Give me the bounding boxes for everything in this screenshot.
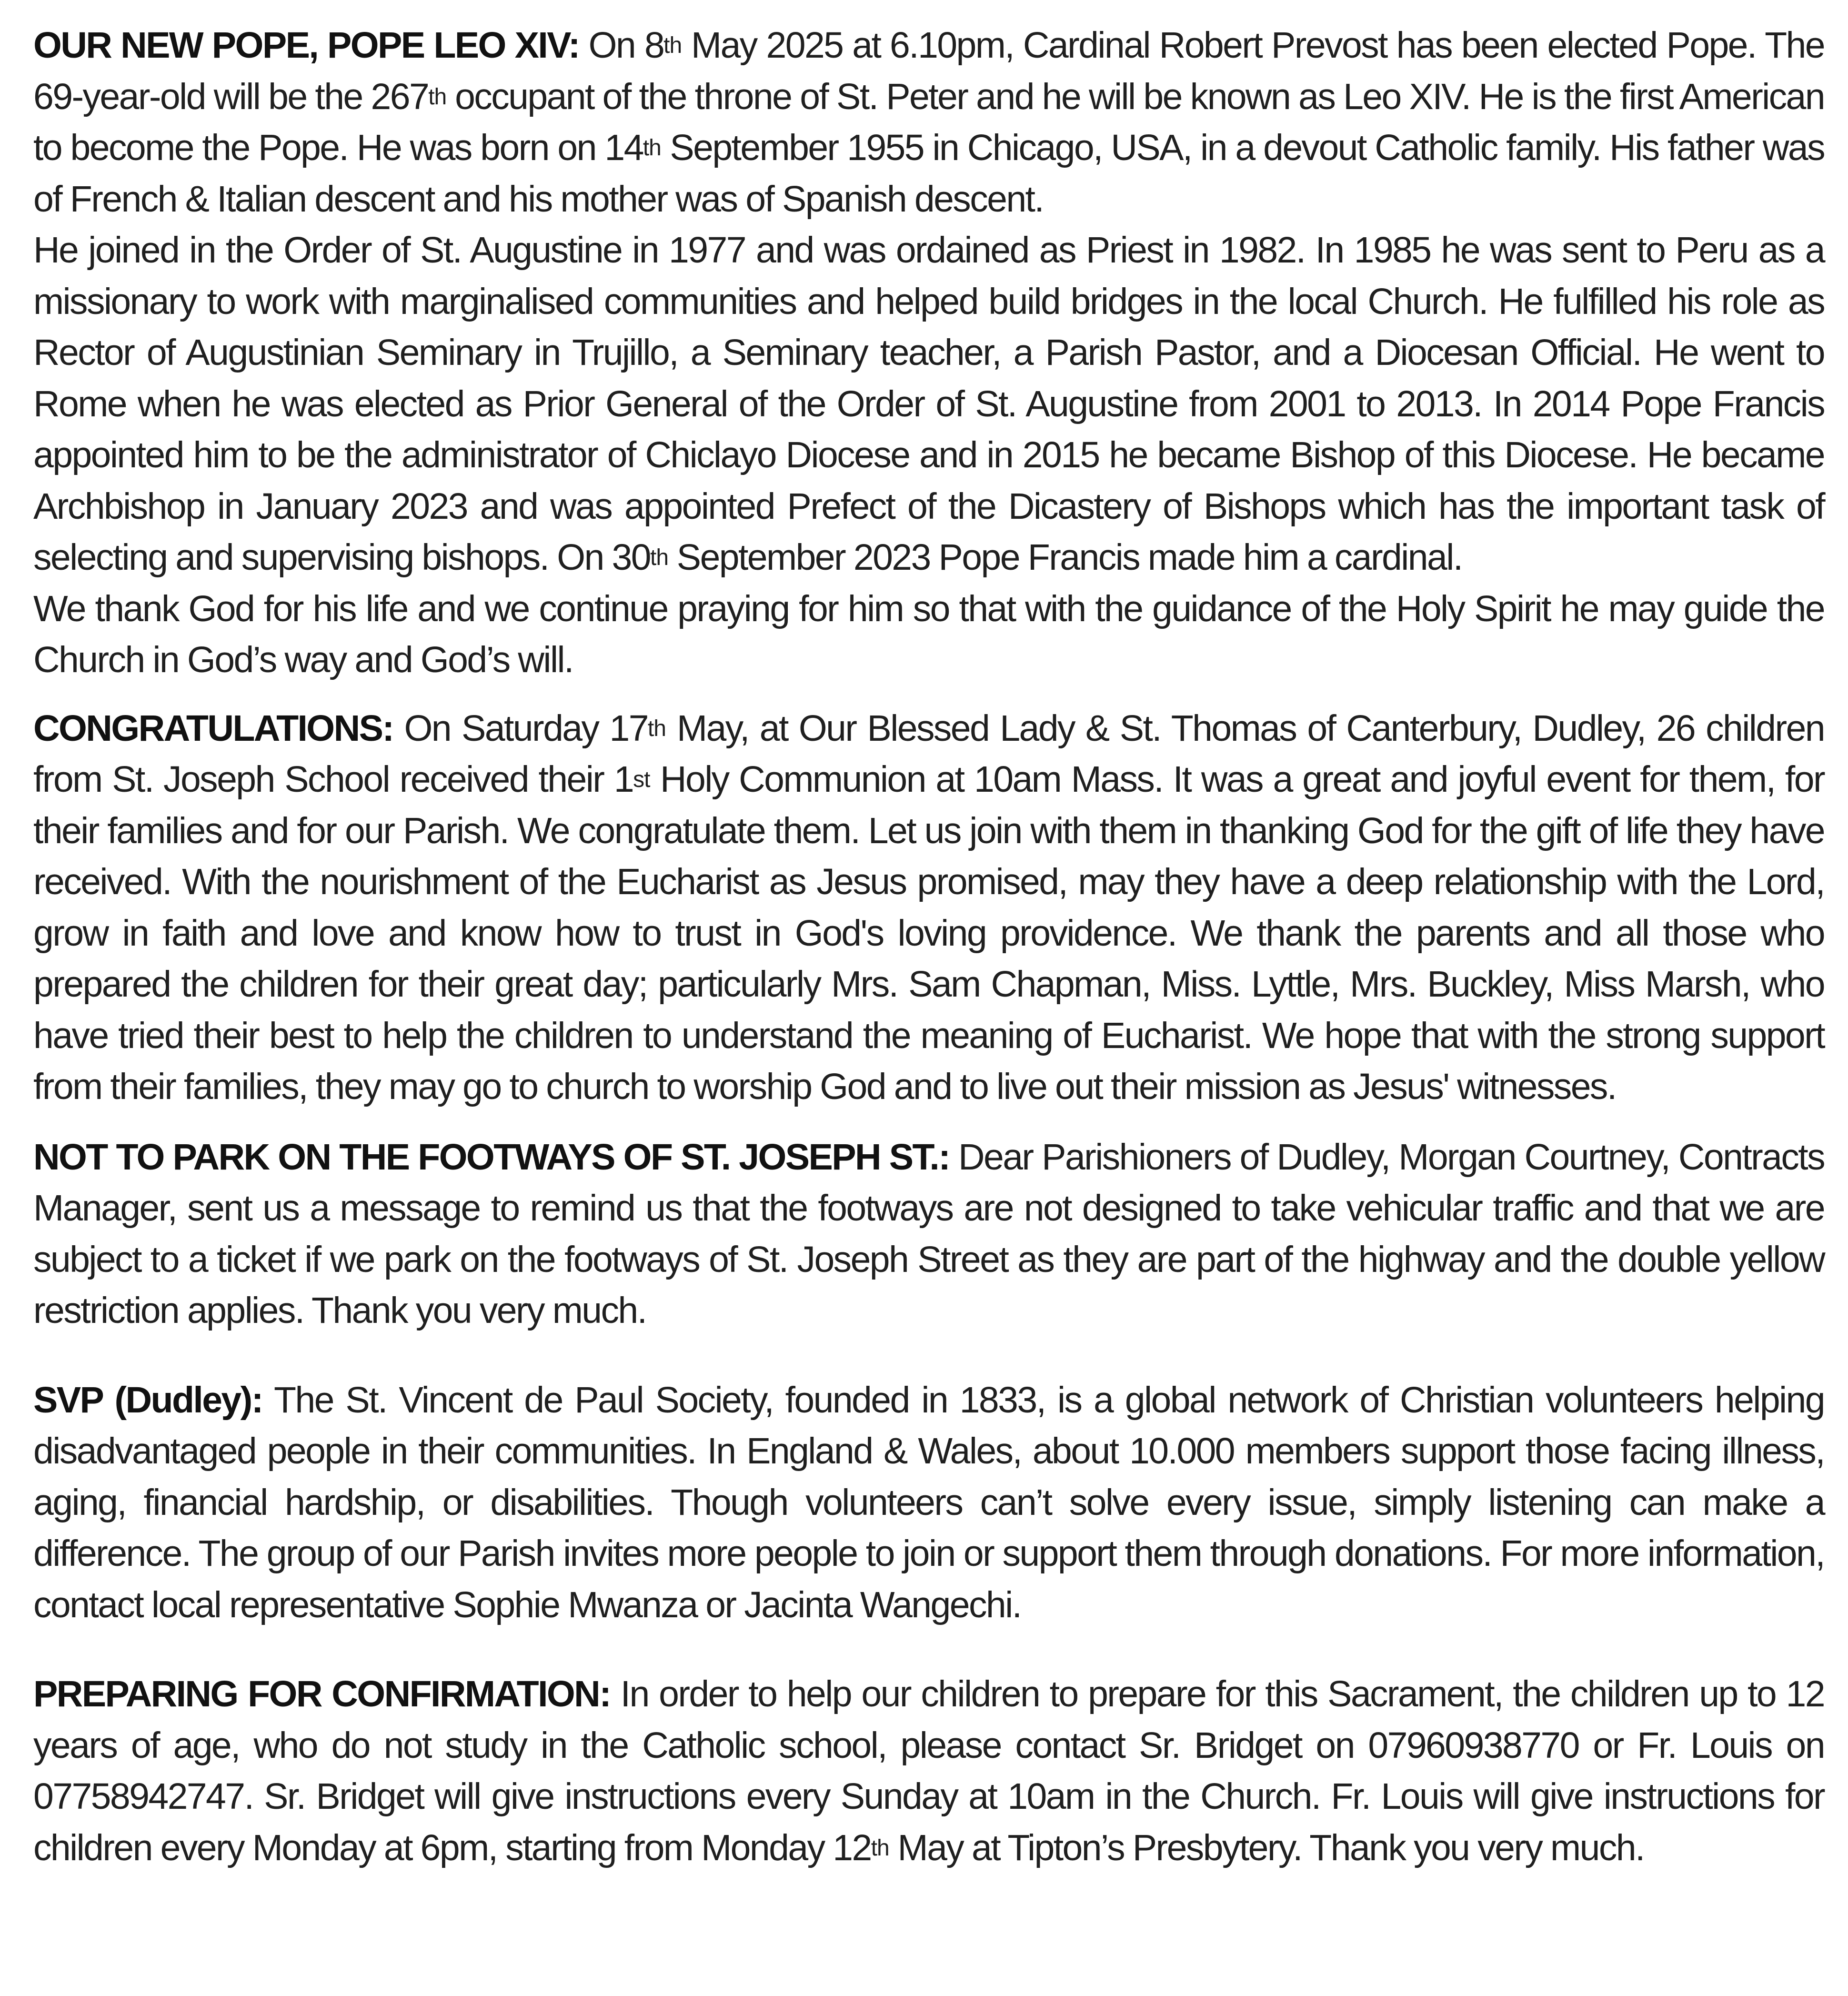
pope-text: September 1955 in Chicago, USA, in a devout Catholic family. His father was of French & Italian descent and his mother was of Spanish descent.: [33, 127, 1824, 220]
notice-svp: [33, 1375, 1824, 1631]
congratulations-text: May, at Our Blessed Lady & St. Thomas of Canterbury, Dudley, 26 children from St. Joseph School received their 1: [33, 707, 1824, 800]
congratulations-text: Holy Communion at 10am Mass. It was a great and joyful event for them, for their families and for our Parish. We congratulate them. Let us join with them in thanking God for the gift of life they have received. With the nourishment of the Eucharist as Jesus promised, may they have a deep relationship with the Lord, grow in faith and love and know how to trust in God's loving providence. We thank the parents and all those who prepared the children for their great day; particularly Mrs. Sam Chapman, Miss. Lyttle, Mrs. Buckley, Miss Marsh, who have tried their best to help the children to understand the meaning of Eucharist. We hope that with the strong support from their families, they may go to church to worship God and to live out their mission as Jesus' witnesses.: [33, 759, 1824, 1107]
confirmation-text: May at Tipton’s Presbytery. Thank you very much.: [889, 1827, 1644, 1868]
notice-congratulations: [33, 703, 1824, 1113]
ordinal-suffix: th: [650, 545, 669, 570]
svp-heading: SVP (Dudley):: [33, 1379, 262, 1421]
pope-text: May 2025 at 6.10pm, Cardinal Robert Prevost has been elected Pope. The 69-year-old will be the 267: [33, 25, 1825, 117]
notice-new-pope: [33, 20, 1824, 686]
confirmation-text: In order to help our children to prepare for this Sacrament, the children up to 12 years of age, who do not study in the Catholic school, please contact Sr. Bridget on 07960938770 or Fr. Louis on 07758942747. Sr. Bridget will give instructions every Sunday at 10am in the Church. Fr. Louis will give instructions for children every Monday at 6pm, starting from Monday 12: [33, 1673, 1824, 1868]
congratulations-text: On Saturday 17: [393, 707, 648, 749]
parking-paragraph: [33, 1132, 1824, 1337]
pope-heading: OUR NEW POPE, POPE LEO XIV:: [33, 25, 579, 66]
notice-parking: [33, 1132, 1824, 1337]
ordinal-suffix: th: [871, 1835, 889, 1861]
confirmation-paragraph: [33, 1669, 1824, 1874]
notice-confirmation: [33, 1669, 1824, 1874]
pope-text: He joined in the Order of St. Augustine in 1977 and was ordained as Priest in 1982. In 1985 he was sent to Peru as a missionary to work with marginalised communities and helped build bridges in the local Church. He fulfilled his role as Rector of Augustinian Seminary in Trujillo, a Seminary teacher, a Parish Pastor, and a Diocesan Official. He went to Rome when he was elected as Prior General of the Order of St. Augustine from 2001 to 2013. In 2014 Pope Francis appointed him to be the administrator of Chiclayo Diocese and in 2015 he became Bishop of this Diocese. He became Archbishop in January 2023 and was appointed Prefect of the Dicastery of Bishops which has the important task of selecting and supervising bishops. On 30: [33, 230, 1824, 578]
congratulations-paragraph: [33, 703, 1824, 1113]
confirmation-heading: PREPARING FOR CONFIRMATION:: [33, 1673, 611, 1714]
parking-heading: NOT TO PARK ON THE FOOTWAYS OF ST. JOSEPH ST.:: [33, 1136, 950, 1178]
pope-text: September 2023 Pope Francis made him a cardinal.: [668, 537, 1462, 578]
ordinal-suffix: st: [633, 767, 650, 792]
pope-paragraph-3: We thank God for his life and we continue praying for him so that with the guidance of the Holy Spirit he may guide the Church in God’s way and God’s will.: [33, 588, 1824, 680]
parish-newsletter-notices: [33, 20, 1824, 1874]
ordinal-suffix: th: [647, 716, 666, 741]
svp-text: The St. Vincent de Paul Society, founded in 1833, is a global network of Christian volunteers helping disadvantaged people in their communities. In England & Wales, about 10.000 members support those facing illness, aging, financial hardship, or disabilities. Though volunteers can’t solve every issue, simply listening can make a difference. The group of our Parish invites more people to join or support them through donations. For more information, contact local representative Sophie Mwanza or Jacinta Wangechi.: [33, 1379, 1824, 1625]
ordinal-suffix: th: [643, 135, 661, 161]
pope-paragraph-2: [33, 225, 1824, 584]
ordinal-suffix: th: [428, 84, 447, 110]
ordinal-suffix: th: [663, 33, 682, 58]
pope-text: On 8: [579, 25, 664, 66]
svp-paragraph: [33, 1375, 1824, 1631]
congratulations-heading: CONGRATULATIONS:: [33, 707, 393, 749]
pope-paragraph-1: [33, 20, 1824, 225]
parking-text: Dear Parishioners of Dudley, Morgan Courtney, Contracts Manager, sent us a message to remind us that the footways are not designed to take vehicular traffic and that we are subject to a ticket if we park on the footways of St. Joseph Street as they are part of the highway and the double yellow restriction applies. Thank you very much.: [33, 1136, 1824, 1331]
pope-text: occupant of the throne of St. Peter and he will be known as Leo XIV. He is the first American to become the Pope. He was born on 14: [33, 76, 1824, 168]
